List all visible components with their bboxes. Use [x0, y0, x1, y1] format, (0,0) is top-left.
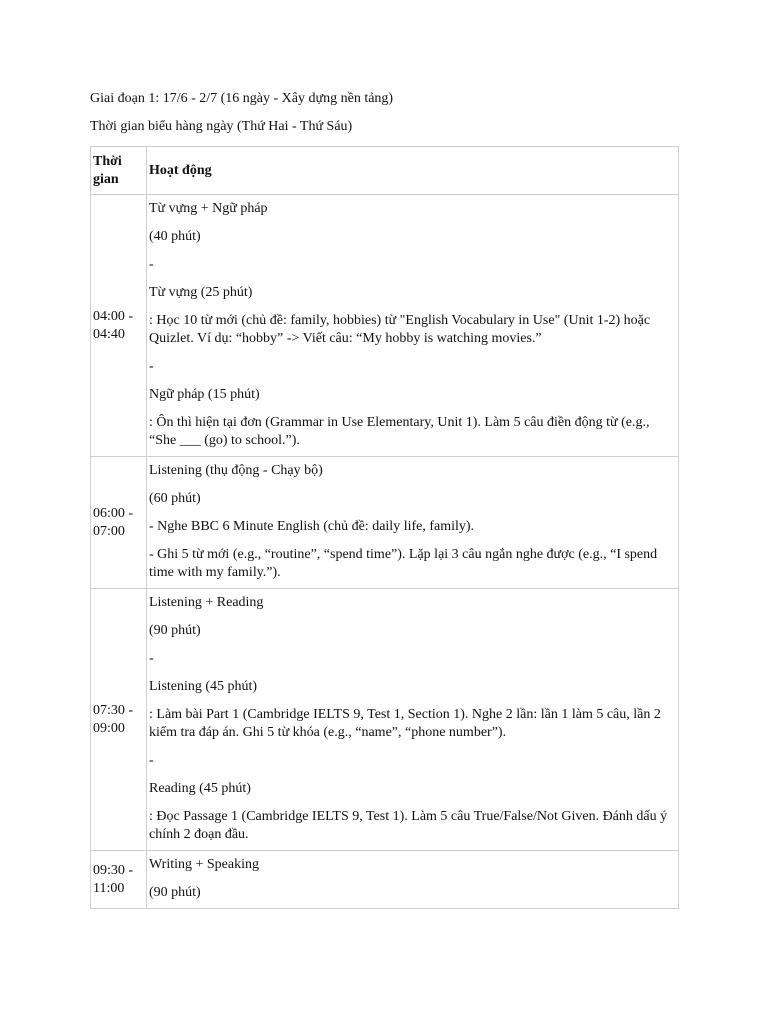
- time-cell: 07:30 - 09:00: [91, 589, 147, 851]
- time-cell: 04:00 - 04:40: [91, 195, 147, 457]
- activity-line: Từ vựng (25 phút): [149, 284, 253, 300]
- header-time: Thời gian: [91, 147, 147, 195]
- time-cell: 09:30 - 11:00: [91, 851, 147, 909]
- activity-line: (40 phút): [149, 228, 201, 244]
- activity-line: Reading (45 phút): [149, 780, 251, 796]
- activity-cell: [147, 851, 679, 909]
- schedule-label: Thời gian biểu hàng ngày (Thứ Hai - Thứ Sáu): [90, 119, 353, 134]
- activity-line: -: [149, 256, 154, 272]
- header-activity: Hoạt động: [147, 147, 679, 195]
- activity-line: - Ghi 5 từ mới (e.g., “routine”, “spend time”). Lặp lại 3 câu ngắn nghe được (e.g., “I spend time with my family.”).: [149, 546, 658, 580]
- activity-line: (90 phút): [149, 884, 201, 900]
- table-row: [91, 195, 679, 457]
- activity-line: Listening (45 phút): [149, 678, 258, 694]
- activity-line: -: [149, 752, 154, 768]
- activity-cell: [147, 195, 679, 457]
- activity-line: (60 phút): [149, 490, 201, 506]
- phase-heading: Giai đoạn 1: 17/6 - 2/7 (16 ngày - Xây dựng nền tảng): [90, 91, 394, 106]
- table-header-row: [91, 147, 679, 195]
- activity-line: Từ vựng + Ngữ pháp: [149, 200, 268, 216]
- activity-line: -: [149, 650, 154, 666]
- activity-line: : Làm bài Part 1 (Cambridge IELTS 9, Test 1, Section 1). Nghe 2 lần: lần 1 làm 5 câu, lần 2 kiểm tra đáp án. Ghi 5 từ khóa (e.g., “name”, “phone number”).: [149, 706, 661, 740]
- table-row: [91, 851, 679, 909]
- time-cell: 06:00 - 07:00: [91, 457, 147, 589]
- activity-line: Writing + Speaking: [149, 856, 259, 872]
- activity-cell: [147, 589, 679, 851]
- activity-line: Listening (thụ động - Chạy bộ): [149, 462, 323, 478]
- activity-line: - Nghe BBC 6 Minute English (chủ đề: daily life, family).: [149, 518, 475, 534]
- table-row: [91, 457, 679, 589]
- activity-line: Ngữ pháp (15 phút): [149, 386, 260, 402]
- activity-cell: [147, 457, 679, 589]
- activity-line: : Ôn thì hiện tại đơn (Grammar in Use Elementary, Unit 1). Làm 5 câu điền động từ (e.g., “She ___ (go) to school.”).: [149, 414, 650, 448]
- schedule-table: [90, 146, 679, 909]
- activity-line: -: [149, 358, 154, 374]
- activity-line: : Đọc Passage 1 (Cambridge IELTS 9, Test 1). Làm 5 câu True/False/Not Given. Đánh dấu ý chính 2 đoạn đầu.: [149, 808, 668, 842]
- activity-line: Listening + Reading: [149, 594, 264, 610]
- table-row: [91, 589, 679, 851]
- activity-line: : Học 10 từ mới (chủ đề: family, hobbies) từ "English Vocabulary in Use" (Unit 1-2) hoặc Quizlet. Ví dụ: “hobby” -> Viết câu: “My hobby is watching movies.”: [149, 312, 651, 346]
- document-page: [90, 90, 678, 909]
- activity-line: (90 phút): [149, 622, 201, 638]
